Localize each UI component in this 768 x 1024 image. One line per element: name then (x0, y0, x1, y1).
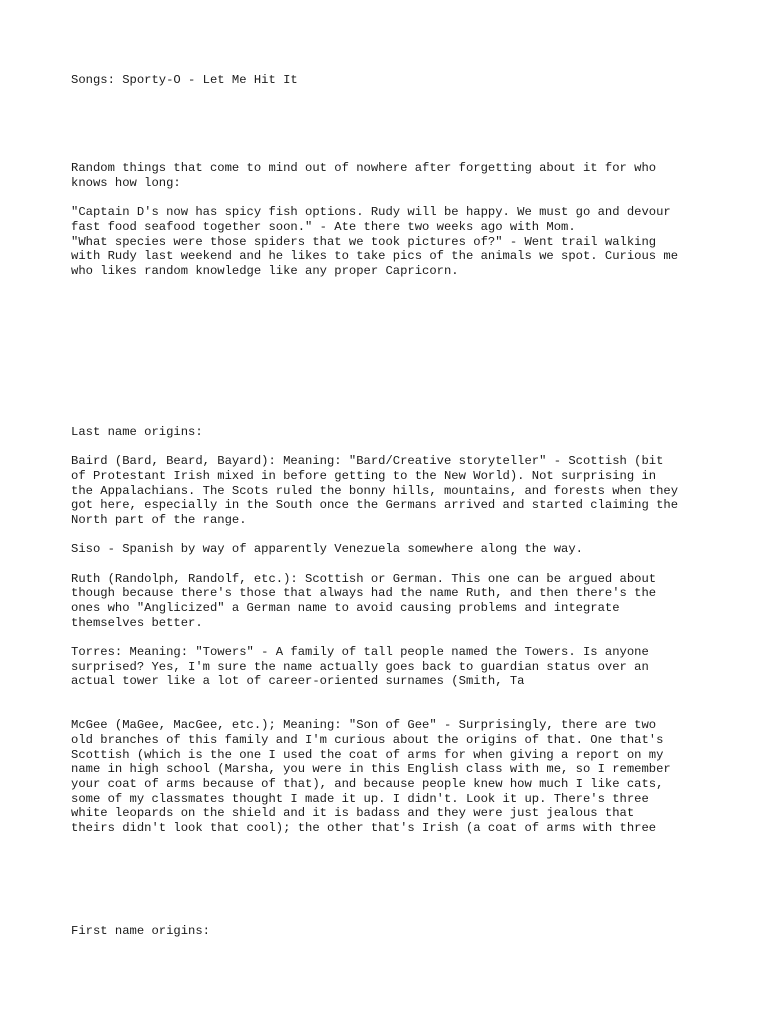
ruth-line-3: ones who "Anglicized" a German name to avoid causing problems and integrate (71, 601, 620, 615)
baird-line-5: North part of the range. (71, 513, 247, 527)
mcgee-line-2: old branches of this family and I'm curious about the origins of that. One that's (71, 733, 664, 747)
mcgee-line-8: theirs didn't look that cool); the other that's Irish (a coat of arms with three (71, 821, 657, 835)
random-item2-line-3: who likes random knowledge like any proper Capricorn. (71, 264, 459, 278)
random-item2-line-1: "What species were those spiders that we took pictures of?" - Went trail walking (71, 235, 657, 249)
document-page (71, 0, 711, 1024)
random-item1-line-2: fast food seafood together soon." - Ate there two weeks ago with Mom. (71, 220, 576, 234)
torres-line-2: surprised? Yes, I'm sure the name actually goes back to guardian status over an (71, 660, 649, 674)
ruth-line-4: themselves better. (71, 616, 203, 630)
random-intro-line-2: knows how long: (71, 176, 181, 190)
mcgee-line-3: Scottish (which is the one I used the coat of arms for when giving a report on my (71, 748, 664, 762)
mcgee-line-4: name in high school (Marsha, you were in this English class with me, so I remember (71, 762, 671, 776)
ruth-line-1: Ruth (Randolph, Randolf, etc.): Scottish or German. This one can be argued about (71, 572, 657, 586)
baird-line-2: of Protestant Irish mixed in before getting to the New World). Not surprising in (71, 469, 657, 483)
mcgee-line-5: your coat of arms because of that), and because people knew how much I like cats, (71, 777, 664, 791)
random-intro-line-1: Random things that come to mind out of nowhere after forgetting about it for who (71, 161, 657, 175)
random-item2-line-2: with Rudy last weekend and he likes to take pics of the animals we spot. Curious me (71, 249, 679, 263)
baird-line-4: got here, especially in the South once the Germans arrived and started claiming the (71, 498, 679, 512)
baird-line-1: Baird (Bard, Beard, Bayard): Meaning: "Bard/Creative storyteller" - Scottish (bit (71, 454, 664, 468)
torres-line-3: actual tower like a lot of career-oriented surnames (Smith, Ta (71, 674, 525, 688)
mcgee-line-6: some of my classmates thought I made it up. I didn't. Look it up. There's three (71, 792, 649, 806)
mcgee-line-7: white leopards on the shield and it is badass and they were just jealous that (71, 806, 635, 820)
first-name-heading: First name origins: (71, 924, 210, 938)
random-item1-line-1: "Captain D's now has spicy fish options. Rudy will be happy. We must go and devour (71, 205, 671, 219)
torres-line-1: Torres: Meaning: "Towers" - A family of tall people named the Towers. Is anyone (71, 645, 649, 659)
songs-line: Songs: Sporty-O - Let Me Hit It (71, 73, 298, 87)
mcgee-line-1: McGee (MaGee, MacGee, etc.); Meaning: "Son of Gee" - Surprisingly, there are two (71, 718, 657, 732)
baird-line-3: the Appalachians. The Scots ruled the bonny hills, mountains, and forests when they (71, 484, 679, 498)
ruth-line-2: though because there's those that always had the name Ruth, and then there's the (71, 586, 657, 600)
siso-line-1: Siso - Spanish by way of apparently Venezuela somewhere along the way. (71, 542, 583, 556)
last-name-heading: Last name origins: (71, 425, 203, 439)
